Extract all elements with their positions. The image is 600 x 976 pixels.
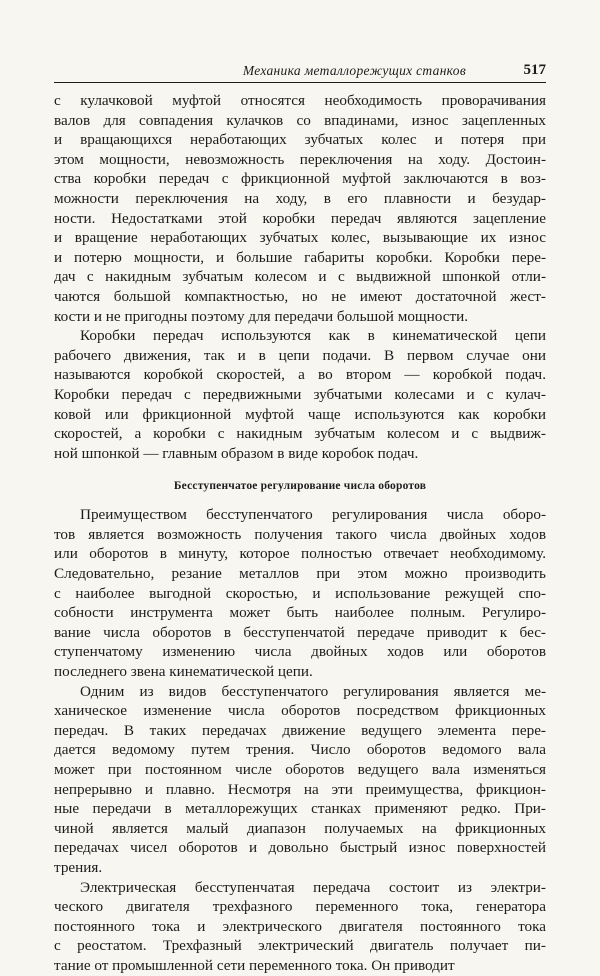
text-line: трения. bbox=[54, 858, 103, 876]
text-line: Одним из видов бесступенчатого регулирования является ме- bbox=[80, 682, 546, 700]
page-number: 517 bbox=[523, 62, 546, 78]
text-line: называются коробкой скоростей, а во втором — коробкой подач. bbox=[54, 366, 546, 384]
text-line: постоянного тока и электрического двигателя постоянного тока bbox=[54, 917, 546, 935]
text-line: чаются большой компактностью, но не имеют достаточной жест- bbox=[54, 287, 546, 305]
text-line: ства коробки передач с фрикционной муфтой заключаются в воз- bbox=[54, 170, 546, 188]
body-text-section bbox=[54, 505, 546, 975]
text-line: и вращающихся неработающих зубчатых колес и потеря при bbox=[54, 131, 546, 149]
paragraph bbox=[54, 682, 546, 878]
text-line: последнего звена кинематической цепи. bbox=[54, 663, 313, 681]
text-line: ческого двигателя трехфазного переменного тока, генератора bbox=[54, 898, 546, 916]
text-line: с кулачковой муфтой относятся необходимость проворачивания bbox=[54, 92, 546, 109]
text-line: дач с накидным зубчатым колесом и с выдвижной шпонкой отли- bbox=[54, 268, 546, 286]
paragraph bbox=[54, 878, 546, 976]
text-line: ности. Недостатками этой коробки передач являются зацепление bbox=[54, 209, 546, 227]
text-line: с наиболее выгодной скоростью, и использование режущей спо- bbox=[54, 584, 546, 602]
text-line: может при постоянном числе оборотов ведущего вала изменяться bbox=[54, 761, 546, 778]
text-line: этом мощности, невозможность переключения на ходу. Достоин- bbox=[54, 150, 546, 168]
paragraph bbox=[54, 326, 546, 463]
text-line: Преимуществом бесступенчатого регулирования числа оборо- bbox=[80, 506, 546, 524]
text-line: ные передачи в металлорежущих станках применяют редко. При- bbox=[54, 800, 546, 818]
text-line: вание числа оборотов в бесступенчатой передаче приводит к бес- bbox=[54, 623, 546, 641]
text-line: чиной является малый диапазон получаемых на фрикционных bbox=[54, 819, 546, 837]
running-header bbox=[54, 62, 546, 83]
text-line: скоростей, а коробки с накидным зубчатым колесом и с выдвиж- bbox=[54, 425, 546, 443]
text-line: с реостатом. Трехфазный электрический двигатель получает пи- bbox=[54, 937, 546, 955]
text-line: передачах чисел оборотов и довольно быстрый износ поверхностей bbox=[54, 839, 546, 857]
text-line: рабочего движения, так и в цепи подачи. В первом случае они bbox=[54, 346, 546, 364]
text-line: непрерывно и плавно. Несмотря на эти преимущества, фрикцион- bbox=[54, 780, 546, 798]
text-line: собности инструмента может быть наиболее полным. Регулиро- bbox=[54, 604, 546, 622]
text-line: тов является возможность получения такого числа двойных ходов bbox=[54, 525, 546, 543]
text-line: можности переключения на ходу, в его плавности и безудар- bbox=[54, 189, 546, 207]
body-text-top bbox=[54, 91, 546, 463]
paragraph bbox=[54, 91, 546, 326]
text-line: или оборотов в минуту, которое полностью отвечает необходимому. bbox=[54, 545, 546, 563]
text-line: и потерю мощности, и большие габариты коробки. Коробки пере- bbox=[54, 248, 546, 266]
text-line: Следовательно, резание металлов при этом можно производить bbox=[54, 565, 546, 583]
text-line: валов для совпадения кулачков со впадинами, износ зацепленных bbox=[54, 111, 546, 129]
text-line: дается ведомому путем трения. Число оборотов ведомого вала bbox=[54, 741, 546, 759]
text-line: Электрическая бесступенчатая передача состоит из электри- bbox=[80, 878, 546, 896]
text-line: кости и не пригодны поэтому для передачи большой мощности. bbox=[54, 307, 469, 325]
text-line: Коробки передач используются как в кинематической цепи bbox=[80, 327, 546, 345]
text-line: Коробки передач с передвижными зубчатыми колесами и с кулач- bbox=[54, 385, 546, 403]
text-line: тание от промышленной сети переменного тока. Он приводит bbox=[54, 956, 455, 974]
text-line: передач. В таких передачах движение ведущего элемента пере- bbox=[54, 721, 546, 739]
paragraph bbox=[54, 505, 546, 681]
running-title: Механика металлорежущих станков bbox=[242, 63, 466, 78]
text-line: и вращение неработающих зубчатых колес, вызывающие их износ bbox=[54, 229, 546, 247]
text-line: ханическое изменение числа оборотов посредством фрикционных bbox=[54, 702, 546, 720]
text-line: ковой или фрикционной муфтой чаще используются как коробки bbox=[54, 405, 546, 423]
text-line: ступенчатому изменению числа двойных ходов или оборотов bbox=[54, 643, 546, 661]
section-heading: Бесступенчатое регулирование числа оборотов bbox=[173, 480, 427, 493]
text-line: ной шпонкой — главным образом в виде коробок подач. bbox=[54, 444, 419, 462]
